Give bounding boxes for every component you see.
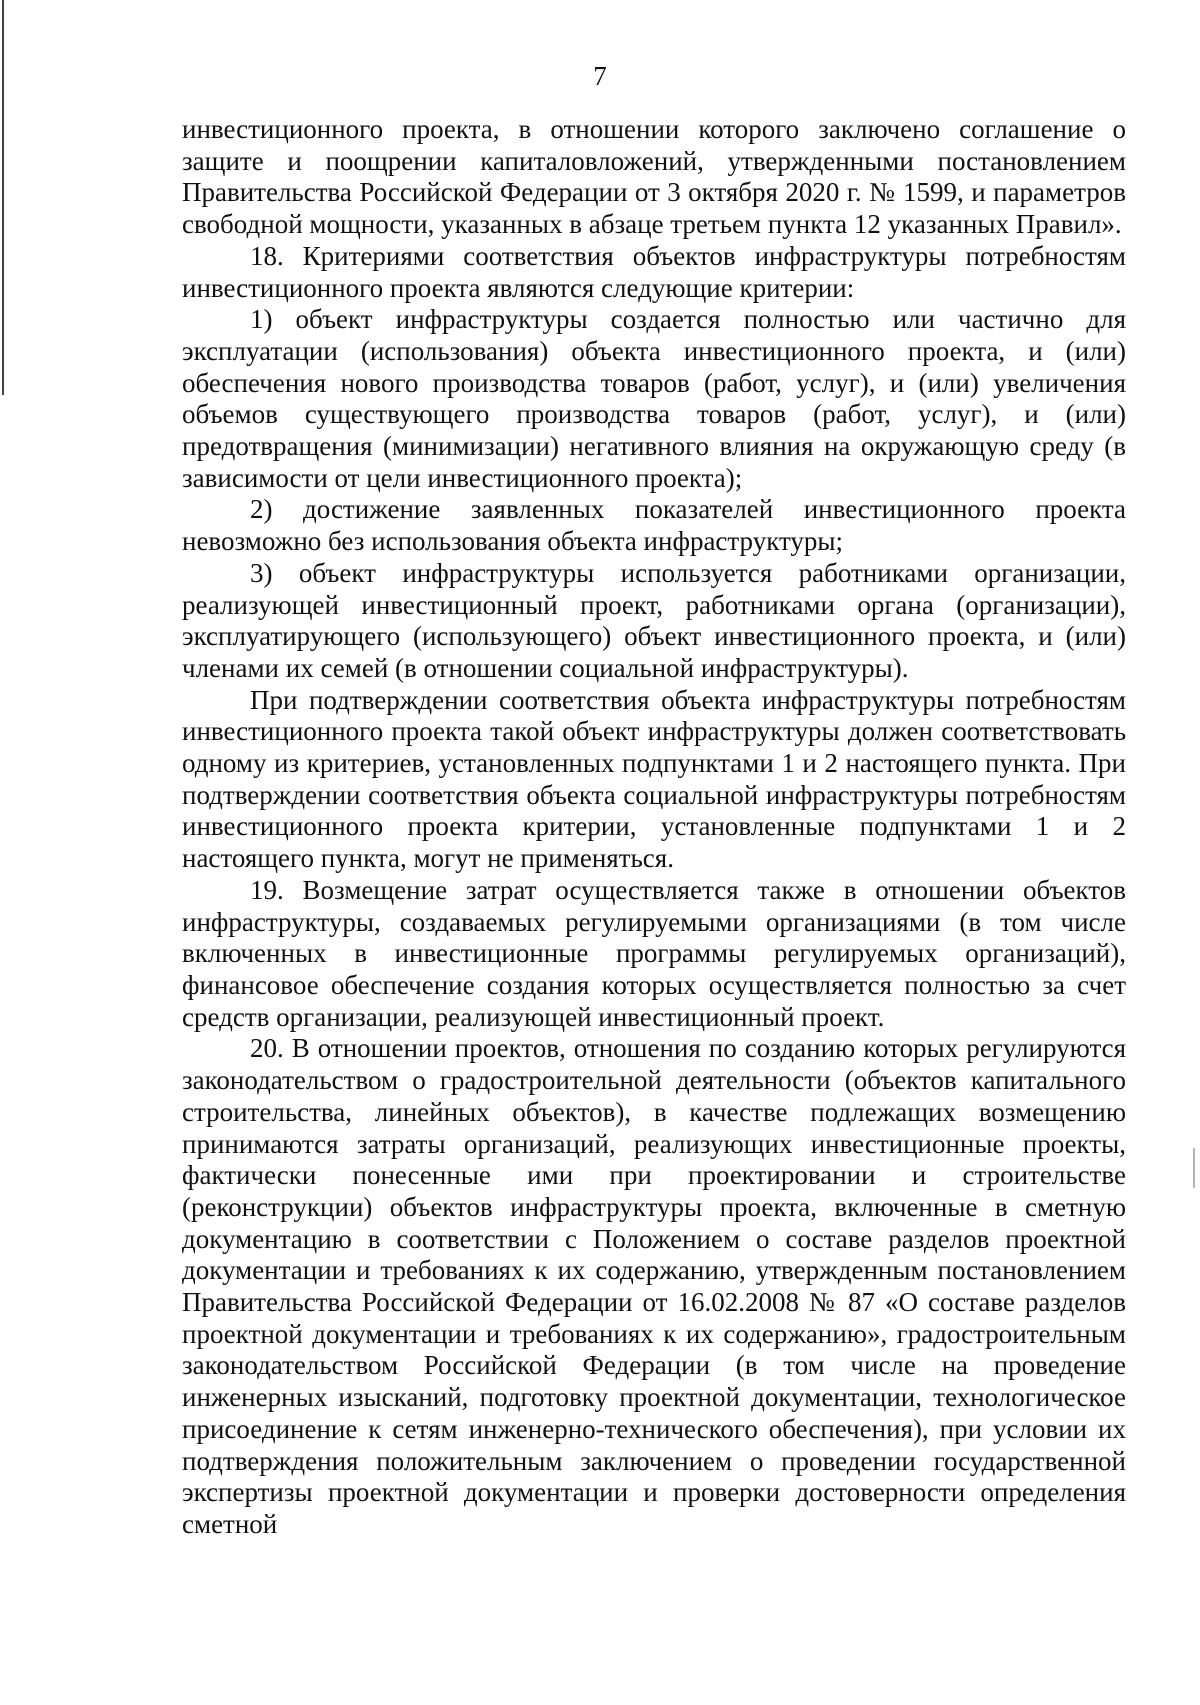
paragraph <box>182 558 1126 685</box>
text-line: инвестиционные проекты, фактически понесенные ими при проектировании и <box>182 1128 1126 1191</box>
text-line: финансовое обеспечение создания которых осуществляется полностью за счет <box>182 969 1126 1000</box>
text-line: от 16.02.2008 № 87 «О составе разделов проектной документации и <box>182 1287 1127 1349</box>
text-line: инвестиционного проекта являются следующие критерии: <box>182 272 855 303</box>
text-line: включенных в инвестиционные программы регулируемых организаций), <box>182 938 1126 969</box>
paragraph <box>182 1033 1126 1540</box>
text-line: инвестиционного проекта, в отношении которого заключено соглашение о <box>182 114 1126 144</box>
text-line: (в зависимости от цели инвестиционного проекта); <box>182 431 1126 493</box>
text-line: инженерно-технического обеспечения), при условии их подтверждения <box>182 1413 1126 1476</box>
text-line: включенные в сметную документацию в соответствии с Положением о составе <box>182 1191 1127 1254</box>
text-line: указанных Правил». <box>887 209 1122 240</box>
text-line: утвержденным постановлением Правительства Российской Федерации <box>182 1255 1127 1318</box>
paragraph <box>182 114 1126 241</box>
text-line: и 2 настоящего пункта. При подтверждении соответствия объекта социальной <box>182 748 1126 810</box>
paragraph <box>182 494 1126 557</box>
text-line: объемов существующего производства товаров (работ, услуг), и (или) <box>182 399 1126 430</box>
text-line: эксплуатации (использования) объекта инвестиционного проекта, и (или) <box>182 335 1126 366</box>
text-line: и параметров свободной мощности, указанных в абзаце третьем пункта 12 <box>182 177 1126 240</box>
page-number: 7 <box>593 61 607 91</box>
paragraph <box>182 685 1126 875</box>
paragraph <box>182 875 1126 1034</box>
paragraph <box>182 241 1126 304</box>
text-line: средств организации, реализующей инвестиционный проект. <box>182 1001 885 1032</box>
text-line: Российской Федерации (в том числе на проведение инженерных изысканий, <box>182 1350 1126 1413</box>
text-line: 20. В отношении проектов, отношения по созданию которых <box>250 1033 959 1064</box>
text-line: подготовку проектной документации, технологическое присоединение к сетям <box>182 1382 1126 1444</box>
text-line: 19. Возмещение затрат осуществляется также в отношении объектов <box>250 874 1126 905</box>
text-line: установленные подпунктами 1 и 2 настоящего пункта, могут не применяться. <box>182 811 1126 874</box>
text-line: 1) объект инфраструктуры создается полностью или частично для <box>250 304 1126 335</box>
text-line: положительным заключением о проведении государственной экспертизы <box>182 1445 1127 1508</box>
text-line: требованиях к их содержанию», градостроительным законодательством <box>182 1318 1126 1381</box>
document-body <box>182 114 1126 1541</box>
text-line: Правительства Российской Федерации от 3 октября 2020 г. № 1599, <box>182 177 964 208</box>
text-line: невозможно без использования объекта инфраструктуры; <box>182 526 844 557</box>
scan-edge-mark <box>1193 1148 1195 1188</box>
text-line: предотвращения (минимизации) негативного влияния на окружающую среду <box>182 431 1094 462</box>
text-line: инфраструктуры, создаваемых регулируемыми организациями (в том числе <box>182 906 1126 937</box>
text-line: регулируются законодательством о градостроительной деятельности <box>182 1033 1126 1096</box>
paragraph <box>182 304 1126 494</box>
text-line: (или) членами их семей (в отношении социальной инфраструктуры). <box>182 621 1126 683</box>
text-line: 3) объект инфраструктуры используется работниками организации, <box>250 557 1126 588</box>
text-line: 2) достижение заявленных показателей инвестиционного проекта <box>250 494 1126 525</box>
text-line: строительстве (реконструкции) объектов инфраструктуры проекта, <box>182 1160 1127 1222</box>
text-line: должен соответствовать одному из критериев, установленных подпунктами 1 <box>182 716 1127 779</box>
text-line: обеспечения нового производства товаров (работ, услуг), и (или) увеличения <box>182 367 1126 398</box>
text-line: эксплуатирующего (использующего) объект инвестиционного проекта, и <box>182 621 1053 652</box>
text-line: потребностям инвестиционного проекта такой объект инфраструктуры <box>182 684 1126 747</box>
text-line: 18. Критериями соответствия объектов инфраструктуры потребностям <box>250 240 1126 271</box>
text-line: реализующей инвестиционный проект, работниками органа (организации), <box>182 589 1126 620</box>
text-line: При подтверждении соответствия объекта инфраструктуры <box>250 684 954 715</box>
text-line: (объектов капитального строительства, линейных объектов), в качестве <box>182 1065 1126 1127</box>
text-line: разделов проектной документации и требованиях к их содержанию, <box>182 1223 1127 1286</box>
text-line: подлежащих возмещению принимаются затраты организаций, реализующих <box>182 1096 1126 1159</box>
text-line: защите и поощрении капиталовложений, утвержденными постановлением <box>182 145 1126 176</box>
text-line: инфраструктуры потребностям инвестиционного проекта критерии, <box>182 779 1127 842</box>
text-line: проектной документации и проверки достоверности определения сметной <box>182 1477 1127 1539</box>
